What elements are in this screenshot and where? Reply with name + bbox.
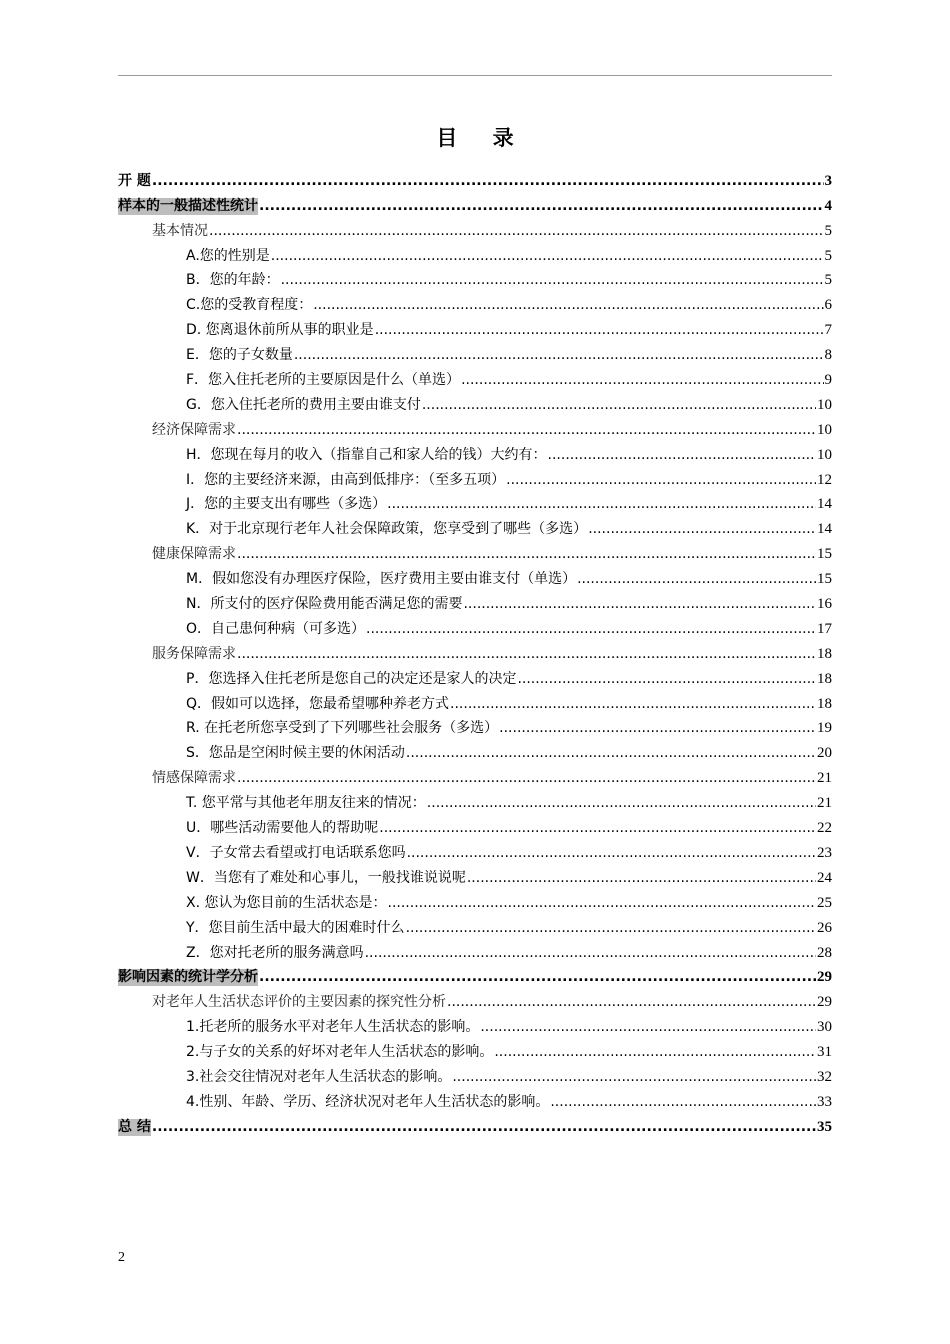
dot-leader [379, 820, 816, 837]
toc-entry[interactable] [118, 812, 832, 837]
dot-leader [467, 870, 816, 887]
toc-entry[interactable] [118, 439, 832, 464]
toc-entry[interactable] [118, 713, 832, 738]
toc-entry[interactable] [118, 663, 832, 688]
dot-leader [588, 521, 816, 538]
toc-entry[interactable] [118, 389, 832, 414]
toc-entry[interactable] [118, 912, 832, 937]
toc-entry-page: 10 [817, 396, 832, 413]
toc-entry-label: T. 您平常与其他老年朋友往来的情况： [186, 795, 426, 812]
toc-entry-label: B．您的年龄： [186, 272, 280, 289]
toc-entry-page: 5 [824, 272, 832, 289]
toc-entry-label: I．您的主要经济来源，由高到低排序：（至多五项） [186, 471, 506, 488]
dot-leader [499, 720, 816, 737]
toc-entry[interactable] [118, 1011, 832, 1036]
toc-entry-page: 6 [824, 297, 832, 314]
toc-entry-label: A.您的性别是 [186, 247, 270, 264]
toc-entry-page: 25 [817, 894, 832, 911]
toc-entry-label: X. 您认为您目前的生活状态是： [186, 894, 387, 911]
toc-entry-label: V．子女常去看望或打电话联系您吗 [186, 844, 406, 861]
dot-leader [461, 372, 823, 389]
dot-leader [506, 472, 816, 489]
toc-entry-page: 19 [817, 720, 832, 737]
toc-entry[interactable] [118, 837, 832, 862]
toc-entry[interactable] [118, 887, 832, 912]
dot-leader [259, 969, 816, 986]
toc-entry-page: 33 [817, 1093, 832, 1110]
toc-entry-label: 基本情况 [152, 222, 208, 239]
toc-entry-page: 21 [817, 770, 832, 787]
toc-entry-page: 20 [817, 745, 832, 762]
toc-entry-label: 1.托老所的服务水平对老年人生活状态的影响。 [186, 1019, 480, 1036]
dot-leader [152, 1119, 816, 1136]
toc-entry-page: 4 [824, 197, 832, 214]
table-of-contents [118, 165, 832, 1136]
toc-entry[interactable] [118, 414, 832, 439]
toc-entry[interactable] [118, 762, 832, 787]
toc-entry-label: M．假如您没有办理医疗保险，医疗费用主要由谁支付（单选） [186, 571, 577, 588]
dot-leader [313, 297, 823, 314]
toc-entry[interactable] [118, 265, 832, 290]
dot-leader [237, 422, 816, 439]
toc-entry-label: 健康保障需求 [152, 546, 236, 563]
toc-entry-label: R. 在托老所您享受到了下列哪些社会服务（多选） [186, 720, 499, 737]
toc-entry-label: 对老年人生活状态评价的主要因素的探究性分析 [152, 994, 446, 1011]
toc-entry-label: Q．假如可以选择，您最希望哪种养老方式 [186, 695, 450, 712]
toc-entry[interactable] [118, 688, 832, 713]
toc-entry[interactable] [118, 563, 832, 588]
toc-entry-label: 样本的一般描述性统计 [118, 197, 258, 214]
toc-entry[interactable] [118, 215, 832, 240]
toc-entry-page: 10 [817, 446, 832, 463]
toc-entry-page: 17 [817, 620, 832, 637]
toc-entry-page: 23 [817, 844, 832, 861]
dot-leader [365, 945, 816, 962]
toc-entry-page: 18 [817, 695, 832, 712]
dot-leader [494, 1044, 816, 1061]
toc-entry[interactable] [118, 339, 832, 364]
dot-leader [406, 920, 816, 937]
toc-entry-label: 总 结 [118, 1118, 151, 1135]
toc-entry-label: N．所支付的医疗保险费用能否满足您的需要 [186, 596, 463, 613]
toc-entry[interactable] [118, 190, 832, 215]
dot-leader [388, 895, 817, 912]
toc-entry-page: 14 [817, 521, 832, 538]
toc-entry-label: 经济保障需求 [152, 421, 236, 438]
toc-entry-page: 24 [817, 869, 832, 886]
toc-entry-label: S．您品是空闲时候主要的休闲活动 [186, 745, 405, 762]
toc-entry-page: 16 [817, 596, 832, 613]
toc-entry-label: 服务保障需求 [152, 645, 236, 662]
toc-entry-label: 2.与子女的关系的好坏对老年人生活状态的影响。 [186, 1044, 494, 1061]
toc-entry-page: 29 [817, 994, 832, 1011]
dot-leader [209, 223, 824, 240]
dot-leader [366, 621, 816, 638]
dot-leader [450, 696, 816, 713]
toc-entry[interactable] [118, 538, 832, 563]
toc-entry-page: 32 [817, 1068, 832, 1085]
dot-leader [480, 1019, 816, 1036]
dot-leader [427, 795, 816, 812]
toc-entry[interactable] [118, 240, 832, 265]
toc-entry-label: Z．您对托老所的服务满意吗 [186, 944, 364, 961]
toc-entry[interactable] [118, 1111, 832, 1136]
toc-entry-label: U．哪些活动需要他人的帮助呢 [186, 820, 379, 837]
toc-entry-page: 35 [817, 1118, 832, 1135]
dot-leader [447, 994, 816, 1011]
dot-leader [550, 1094, 816, 1111]
dot-leader [271, 248, 824, 265]
toc-entry-label: Y．您目前生活中最大的困难时什么 [186, 919, 405, 936]
toc-entry-page: 3 [824, 172, 832, 189]
toc-entry-page: 21 [817, 795, 832, 812]
toc-entry-page: 15 [817, 546, 832, 563]
toc-entry-page: 15 [817, 571, 832, 588]
toc-entry-page: 7 [824, 322, 832, 339]
toc-entry-label: G．您入住托老所的费用主要由谁支付 [186, 396, 421, 413]
dot-leader [237, 770, 816, 787]
toc-entry-label: 4.性别、年龄、学历、经济状况对老年人生活状态的影响。 [186, 1093, 550, 1110]
toc-entry[interactable] [118, 314, 832, 339]
toc-entry-page: 14 [817, 496, 832, 513]
dot-leader [259, 198, 824, 215]
toc-entry[interactable] [118, 464, 832, 489]
dot-leader [452, 1069, 816, 1086]
page-number: 2 [118, 1250, 125, 1265]
toc-entry[interactable] [118, 862, 832, 887]
toc-entry[interactable] [118, 737, 832, 762]
toc-entry-label: C.您的受教育程度： [186, 297, 313, 314]
toc-entry-page: 30 [817, 1019, 832, 1036]
toc-entry-label: F．您入住托老所的主要原因是什么（单选） [186, 372, 461, 389]
page-title: 目 录 [436, 126, 528, 150]
toc-entry-page: 29 [817, 969, 832, 986]
toc-entry-label: W．当您有了难处和心事儿，一般找谁说说呢 [186, 869, 466, 886]
dot-leader [281, 272, 824, 289]
toc-entry-page: 5 [824, 222, 832, 239]
toc-entry-label: P．您选择入住托老所是您自己的决定还是家人的决定 [186, 670, 517, 687]
toc-entry-label: 情感保障需求 [152, 770, 236, 787]
toc-entry-page: 22 [817, 820, 832, 837]
dot-leader [294, 347, 824, 364]
toc-entry[interactable] [118, 1036, 832, 1061]
toc-entry-page: 5 [824, 247, 832, 264]
dot-leader [407, 845, 816, 862]
toc-entry[interactable] [118, 937, 832, 962]
dot-leader [517, 671, 816, 688]
dot-leader [237, 546, 816, 563]
dot-leader [548, 447, 816, 464]
dot-leader [237, 646, 816, 663]
dot-leader [387, 496, 816, 513]
toc-entry-page: 28 [817, 944, 832, 961]
header-rule [118, 75, 832, 76]
toc-entry-label: J．您的主要支出有哪些（多选） [186, 496, 387, 513]
toc-entry-page: 8 [824, 347, 832, 364]
toc-entry[interactable] [118, 962, 832, 987]
toc-entry[interactable] [118, 638, 832, 663]
dot-leader [375, 322, 824, 339]
dot-leader [577, 571, 816, 588]
toc-entry[interactable] [118, 165, 832, 190]
toc-entry[interactable] [118, 1086, 832, 1111]
toc-entry-page: 9 [824, 372, 832, 389]
toc-entry-label: E．您的子女数量 [186, 347, 293, 364]
toc-entry[interactable] [118, 489, 832, 514]
toc-entry-page: 12 [817, 471, 832, 488]
toc-entry-label: 开 题 [118, 172, 151, 189]
toc-entry-page: 26 [817, 919, 832, 936]
toc-entry-page: 31 [817, 1044, 832, 1061]
toc-entry-label: D. 您离退休前所从事的职业是 [186, 322, 374, 339]
toc-entry[interactable] [118, 986, 832, 1011]
toc-entry[interactable] [118, 588, 832, 613]
dot-leader [406, 745, 816, 762]
toc-entry[interactable] [118, 289, 832, 314]
toc-entry-label: 影响因素的统计学分析 [118, 969, 258, 986]
toc-entry-label: O．自己患何种病（可多选） [186, 620, 366, 637]
toc-entry[interactable] [118, 1061, 832, 1086]
dot-leader [152, 173, 824, 190]
dot-leader [422, 397, 816, 414]
toc-entry-label: K．对于北京现行老年人社会保障政策，您享受到了哪些（多选） [186, 521, 588, 538]
toc-entry-page: 10 [817, 421, 832, 438]
toc-entry[interactable] [118, 513, 832, 538]
toc-entry[interactable] [118, 787, 832, 812]
toc-entry-label: 3.社会交往情况对老年人生活状态的影响。 [186, 1068, 452, 1085]
toc-entry[interactable] [118, 364, 832, 389]
toc-entry-label: H．您现在每月的收入（指靠自己和家人给的钱）大约有： [186, 446, 547, 463]
dot-leader [463, 596, 816, 613]
toc-entry[interactable] [118, 613, 832, 638]
toc-entry-page: 18 [817, 670, 832, 687]
toc-entry-page: 18 [817, 645, 832, 662]
